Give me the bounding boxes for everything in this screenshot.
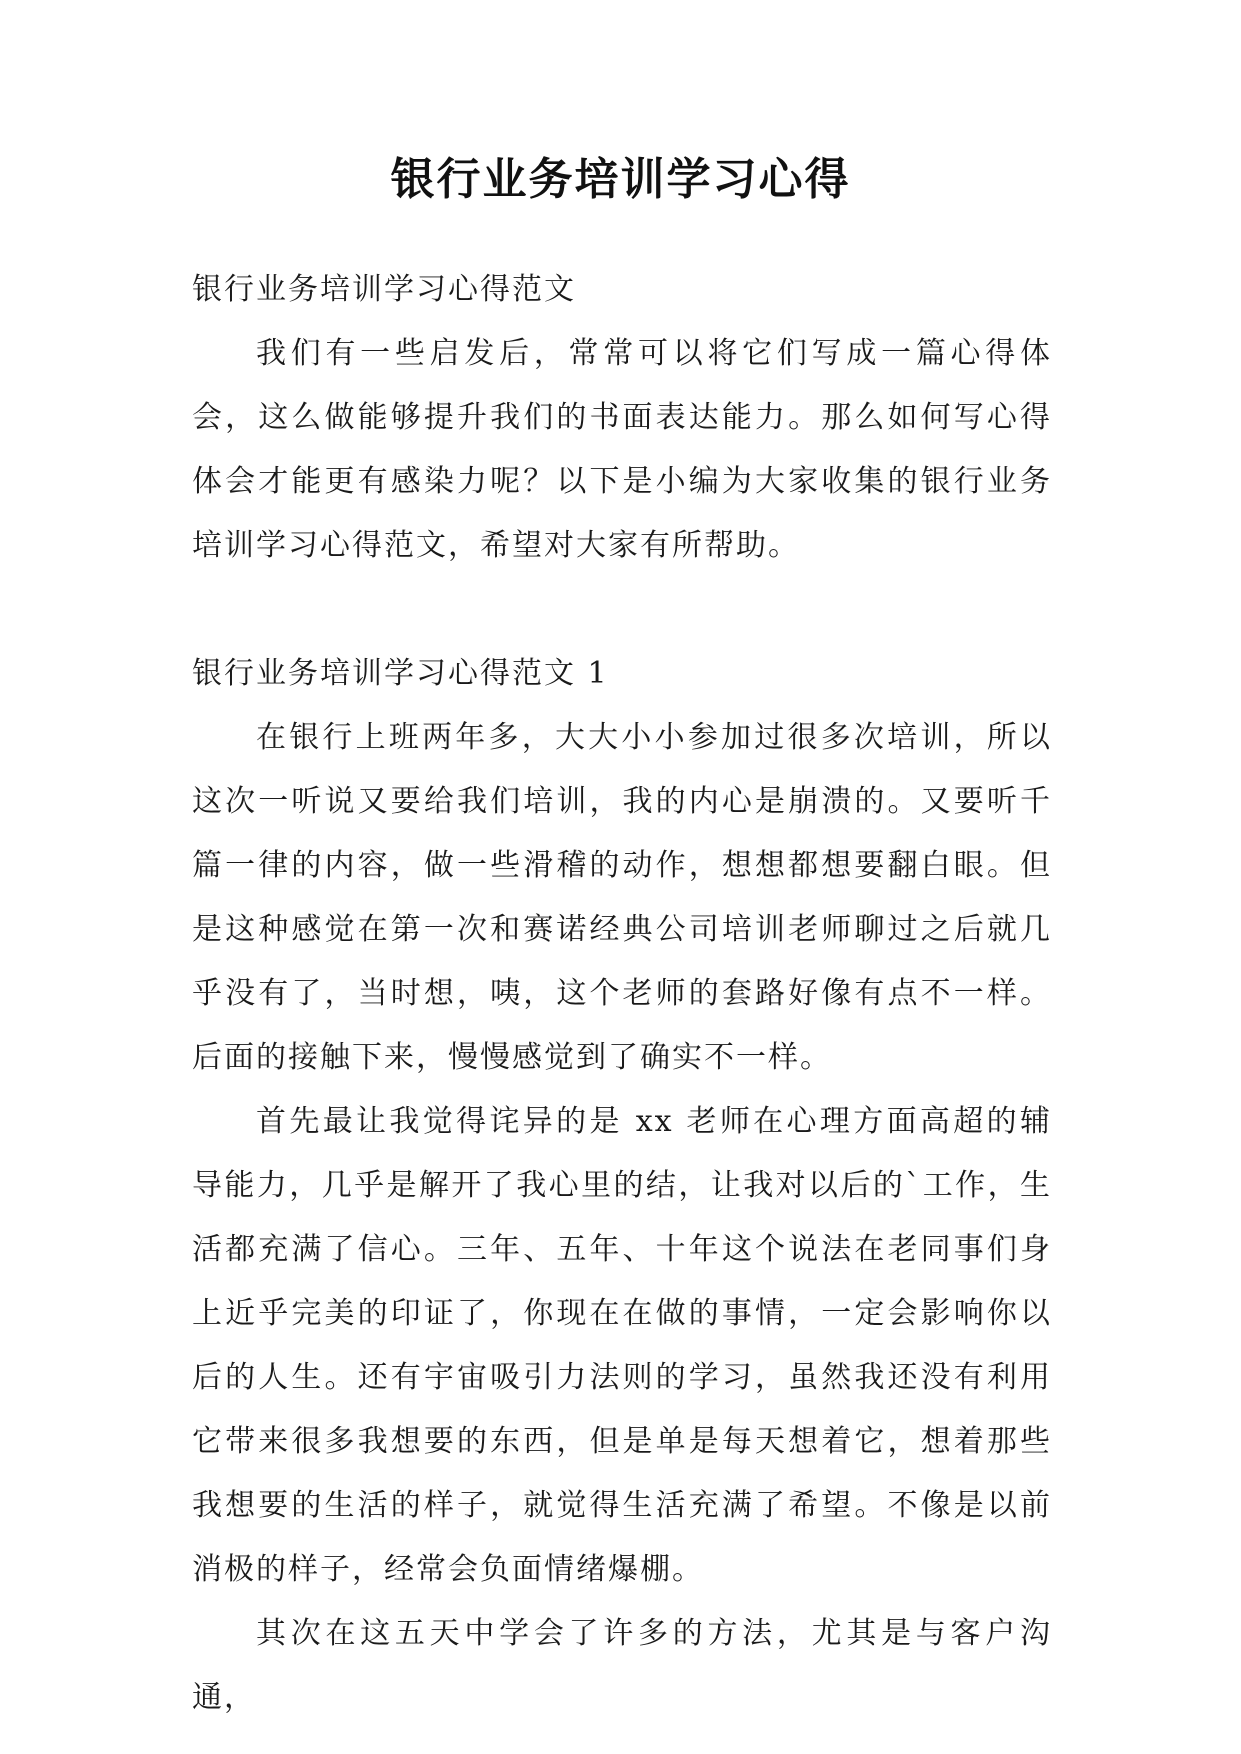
section1-heading: 银行业务培训学习心得范文 1 [192,656,609,691]
section1-paragraph-1: 在银行上班两年多，大大小小参加过很多次培训，所以这次一听说又要给我们培训，我的内心是崩溃的。又要听千篇一律的内容，做一些滑稽的动作，想想都想要翻白眼。但是这种感觉在第一次和赛诺经典公司培训老师聊过之后就几乎没有了，当时想，咦，这个老师的套路好像有点不一样。后面的接触下来，慢慢感觉到了确实不一样。 [192,720,1052,1075]
document-title: 银行业务培训学习心得 [390,154,851,205]
section1-paragraph-3: 其次在这五天中学会了许多的方法，尤其是与客户沟通， [192,1616,1052,1715]
section-spacer [192,578,1052,642]
intro-paragraph: 我们有一些启发后，常常可以将它们写成一篇心得体会，这么做能够提升我们的书面表达能力。那么如何写心得体会才能更有感染力呢？以下是小编为大家收集的银行业务培训学习心得范文，希望对大家有所帮助。 [192,336,1052,563]
document-body [192,258,1052,1730]
intro-heading: 银行业务培训学习心得范文 [192,272,576,307]
section1-paragraph-2: 首先最让我觉得诧异的是 xx 老师在心理方面高超的辅导能力，几乎是解开了我心里的结，让我对以后的`工作，生活都充满了信心。三年、五年、十年这个说法在老同事们身上近乎完美的印证了，你现在在做的事情，一定会影响你以后的人生。还有宇宙吸引力法则的学习，虽然我还没有利用它带来很多我想要的东西，但是单是每天想着它，想着那些我想要的生活的样子，就觉得生活充满了希望。不像是以前消极的样子，经常会负面情绪爆棚。 [192,1104,1052,1587]
